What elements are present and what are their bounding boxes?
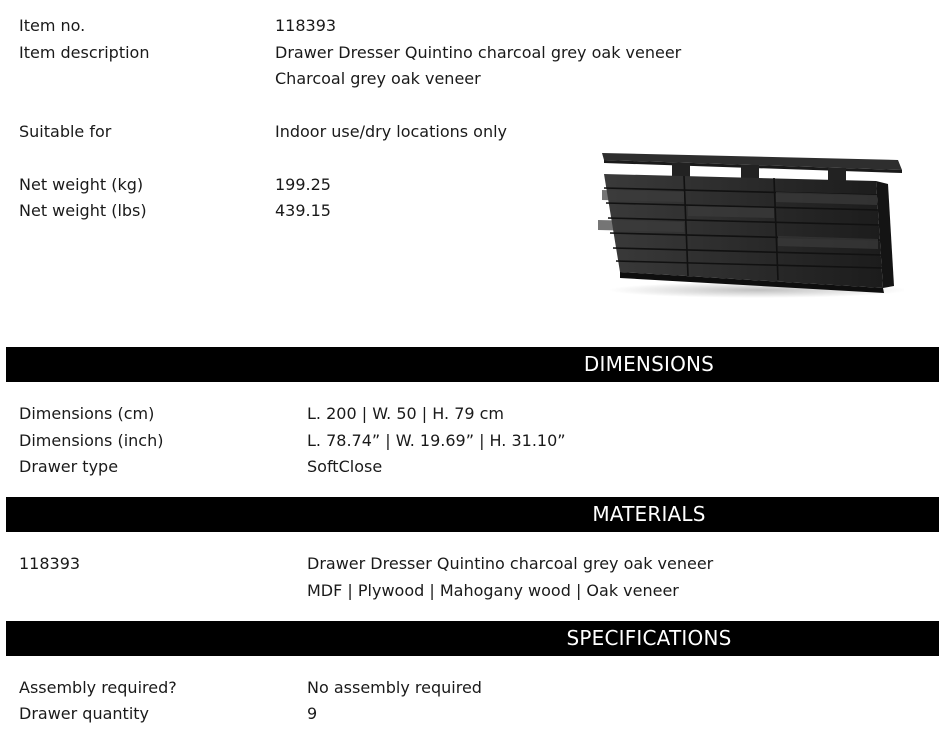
materials-title: MATERIALS xyxy=(592,502,706,526)
materials-code: 118393 xyxy=(19,554,81,573)
item-description-value: Drawer Dresser Quintino charcoal grey oak veneer xyxy=(275,43,682,62)
specifications-title: SPECIFICATIONS xyxy=(566,626,732,650)
materials-list: MDF | Plywood | Mahogany wood | Oak veneer xyxy=(307,581,679,600)
product-image xyxy=(598,148,904,298)
materials-name: Drawer Dresser Quintino charcoal grey oak veneer xyxy=(307,554,714,573)
net-weight-kg-label: Net weight (kg) xyxy=(19,175,144,194)
net-weight-lbs-label: Net weight (lbs) xyxy=(19,201,147,220)
assembly-required-label: Assembly required? xyxy=(19,678,177,697)
item-no-label: Item no. xyxy=(19,16,86,35)
item-description-value-2: Charcoal grey oak veneer xyxy=(275,69,481,88)
dimensions-title: DIMENSIONS xyxy=(583,352,715,376)
drawer-type-value: SoftClose xyxy=(307,457,383,476)
dimensions-inch-label: Dimensions (inch) xyxy=(19,431,164,450)
suitable-for-value: Indoor use/dry locations only xyxy=(275,122,508,141)
drawer-quantity-label: Drawer quantity xyxy=(19,704,149,723)
item-description-label: Item description xyxy=(19,43,150,62)
suitable-for-label: Suitable for xyxy=(19,122,112,141)
item-no-value: 118393 xyxy=(275,16,337,35)
materials-header xyxy=(6,497,939,532)
net-weight-lbs-value: 439.15 xyxy=(275,201,331,220)
dimensions-cm-value: L. 200 | W. 50 | H. 79 cm xyxy=(307,404,505,423)
dimensions-inch-value: L. 78.74” | W. 19.69” | H. 31.10” xyxy=(307,431,566,450)
specifications-header xyxy=(6,621,939,656)
net-weight-kg-value: 199.25 xyxy=(275,175,331,194)
dimensions-header xyxy=(6,347,939,382)
drawer-quantity-value: 9 xyxy=(307,704,318,723)
drawer-type-label: Drawer type xyxy=(19,457,119,476)
dresser-illustration xyxy=(598,148,904,298)
dimensions-cm-label: Dimensions (cm) xyxy=(19,404,155,423)
assembly-required-value: No assembly required xyxy=(307,678,482,697)
